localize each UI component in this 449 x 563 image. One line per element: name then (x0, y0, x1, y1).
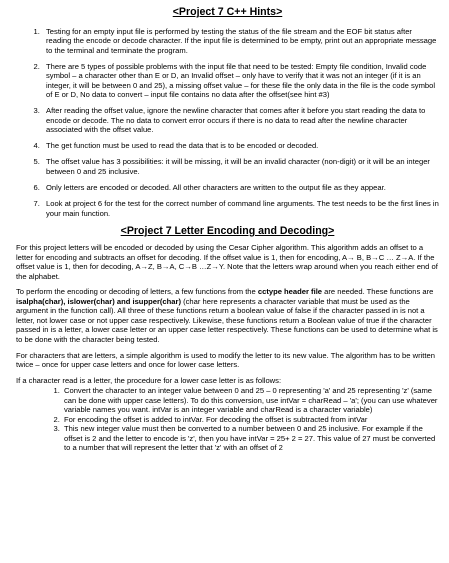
cctype-header-name: cctype header file (257, 287, 323, 297)
step-item: 2. For encoding the offset is added to intVar. For decoding the offset is subtracted from intVar (62, 415, 439, 424)
cipher-paragraph: For this project letters will be encoded or decoded by using the Cesar Cipher algorithm. This algorithm adds an offset to a letter for encoding and subtracts an offset for decoding. If the offset value is 1, then for encoding, A→ B, B→C … Z→A. If the offset value is 1, then for decoding, A→Z, B→A, C→B …Z→Y. Note that the letters wrap around when you reach either end of the alphabet. (16, 243, 438, 281)
hint-item: 5. The offset value has 3 possibilities: it will be missing, it will be an invalid character (non-digit) or it will be an integer between 0 and 25 inclusive. (42, 157, 439, 176)
procedure-steps (16, 386, 439, 452)
hints-list (16, 27, 439, 218)
hint-item: 7. Look at project 6 for the test for the correct number of command line arguments. The test needs to be the first lines in your main function. (42, 199, 439, 218)
step-item: 1. Convert the character to an integer value between 0 and 25 – 0 representing 'a' and 25 representing 'z' (same can be done with upper case letters). To do this conversion, use intVar = charRead – 'a'; (you can use whatever variable names you want. intVar is an integer variable and charRead is a character variable) (62, 386, 439, 414)
hint-item: 6. Only letters are encoded or decoded. All other characters are written to the output file as they appear. (42, 183, 439, 192)
hint-item: 1. Testing for an empty input file is performed by testing the status of the file stream and the EOF bit status after reading the encode or decode character. If the input file is determined to be empty, print out an appropriate message to the terminal and terminate the program. (42, 27, 439, 55)
algorithm-paragraph: For characters that are letters, a simple algorithm is used to modify the letter to its new value. The algorithm has to be written twice – once for upper case letters and once for lower case letters. (16, 350, 435, 370)
hints-title: <Project 7 C++ Hints> (172, 6, 283, 18)
hint-item: 2. There are 5 types of possible problems with the input file that need to be tested: Empty file condition, Invalid code symbol – a character other than E or D, an Invalid offset – only have to verify that it was not an integer (if it is an integer, it will be between 0 and 25), a missing offset value – for these file the only data in the file is the code symbol of E or D, No data to convert – input file contains no data after the offset(see hint #3) (42, 62, 439, 100)
hint-item: 3. After reading the offset value, ignore the newline character that comes after it before you start reading the data to encode or decode. The no data to convert error occurs if there is no data to read after the newline character associated with the offset value. (42, 106, 439, 134)
cctype-text-before: To perform the encoding or decoding of letters, a few functions from the (16, 287, 258, 297)
step-item: 3. This new integer value must then be converted to a number between 0 and 25 inclusive. For example if the offset is 2 and the letter to encode is 'z', then you have intVar = 25+ 2 = 27. This value of 27 must be converted to a number that will represent the letter that 'z' with an offset of 2 (62, 424, 439, 452)
cctype-paragraph (16, 287, 439, 344)
cctype-function-names: isalpha(char), islower(char) and isupper(char) (16, 296, 181, 306)
cctype-text-after: (char here represents a character variable that must be used as the argument in the function call). All three of these functions return a boolean value of false if the character passed in is not a letter, not lower case or not upper case respectively. Likewise, these functions return a Boolean value of true if the character passed in is a letter, a lower case letter or an upper case letter respectively. These functions can be used to determine what is to be done with the character being tested. (16, 296, 438, 344)
encoding-title: <Project 7 Letter Encoding and Decoding> (120, 224, 335, 237)
cctype-text-middle: are needed. These functions are (322, 287, 434, 297)
hint-item: 4. The get function must be used to read the data that is to be encoded or decoded. (42, 141, 439, 150)
procedure-intro: If a character read is a letter, the procedure for a lower case letter is as follows: (16, 375, 282, 385)
